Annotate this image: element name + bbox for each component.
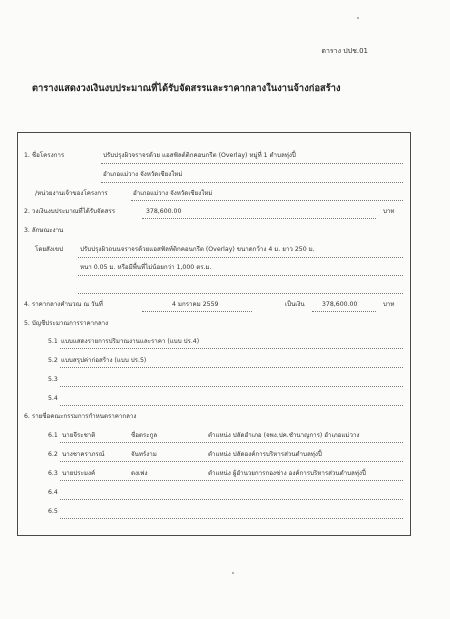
member-num: 6.1 xyxy=(48,432,58,439)
committee-label: 6. รายชื่อคณะกรรมการกำหนดราคากลาง xyxy=(24,413,137,420)
median-unit: บาท xyxy=(383,301,395,308)
source-text: แบบแสดงรายการปริมาณงานและราคา (แบบ ปร.4) xyxy=(61,338,200,345)
median-label: 4. ราคากลางคำนวณ ณ วันที่ xyxy=(24,301,103,308)
budget-label: 2. วงเงินงบประมาณที่ได้รับจัดสรร xyxy=(24,208,116,215)
member-last-name: จันทร์งาม xyxy=(131,451,157,458)
dotted-line xyxy=(60,348,403,349)
budget-value: 378,600.00 xyxy=(146,208,182,215)
source-num: 5.4 xyxy=(48,395,58,402)
project-name-line1: ปรับปรุงผิวจราจรด้วย แอสฟัลต์ติกคอนกรีต (Overlay) หมู่ที่ 1 ตำบลทุ่งปี้ xyxy=(103,152,296,159)
agency-value: อำเภอแม่วาง จังหวัดเชียงใหม่ xyxy=(133,190,213,197)
member-num: 6.3 xyxy=(48,470,58,477)
member-num: 6.4 xyxy=(48,489,58,496)
budget-unit: บาท xyxy=(383,208,395,215)
dotted-line xyxy=(142,311,252,312)
member-position: ตำแหน่ง ปลัดองค์การบริหารส่วนตำบลทุ่งปี้ xyxy=(208,451,322,458)
agency-label: /หน่วยงานเจ้าของโครงการ xyxy=(35,190,108,197)
dotted-line xyxy=(101,163,403,164)
source-text: แบบสรุปค่าก่อสร้าง (แบบ ปร.5) xyxy=(61,357,147,364)
work-label: 3. ลักษณะงาน xyxy=(24,227,64,234)
member-num: 6.2 xyxy=(48,451,58,458)
work-line2: หนา 0.05 ม. หรือมีพื้นที่ไม่น้อยกว่า 1,000 ตร.ม. xyxy=(80,264,212,271)
member-last-name: ชื่อตระกูล xyxy=(131,432,158,439)
dotted-line xyxy=(131,200,403,201)
dotted-line xyxy=(78,293,403,294)
dotted-line xyxy=(142,218,376,219)
median-date: 4 มกราคม 2559 xyxy=(172,301,219,308)
member-first-name: นางชาคราภรณ์ xyxy=(62,451,105,458)
project-label: 1. ชื่อโครงการ xyxy=(24,152,65,159)
dotted-line xyxy=(60,461,403,462)
dotted-line xyxy=(60,367,403,368)
project-name-line2: อำเภอแม่วาง จังหวัดเชียงใหม่ xyxy=(103,171,183,178)
dotted-line xyxy=(101,182,403,183)
dotted-line xyxy=(60,499,403,500)
form-code: ตาราง ปปช.01 xyxy=(321,47,368,55)
work-line1: ปรับปรุงผิวถนนจราจรด้วยแอสฟัลท์ติกคอนกรีต (Overlay) ขนาดกว้าง 4 ม. ยาว 250 ม. xyxy=(80,246,315,253)
dotted-line xyxy=(60,442,403,443)
member-last-name: ดงเฟง xyxy=(131,470,148,477)
member-first-name: นายประมงค์ xyxy=(62,470,96,477)
dotted-line xyxy=(78,257,403,258)
dotted-line xyxy=(78,275,403,276)
median-amount: 378,600.00 xyxy=(322,301,358,308)
work-sublabel: โดยสังเขป xyxy=(35,246,64,253)
dotted-line xyxy=(60,518,403,519)
member-position: ตำแหน่ง ผู้อำนวยการกองช่าง องค์การบริหารส่วนตำบลทุ่งปี้ xyxy=(208,470,366,477)
dotted-line xyxy=(312,311,376,312)
median-amount-label: เป็นเงิน xyxy=(285,301,305,308)
member-num: 6.5 xyxy=(48,508,58,515)
source-num: 5.3 xyxy=(48,376,58,383)
scan-speck xyxy=(357,17,359,19)
source-num: 5.1 xyxy=(48,338,58,345)
member-position: ตำแหน่ง ปลัดอำเภอ (จพง.ปค.ชำนาญการ) อำเภอแม่วาง xyxy=(208,432,360,439)
dotted-line xyxy=(60,386,403,387)
document-title: ตารางแสดงวงเงินงบประมาณที่ได้รับจัดสรรและราคากลางในงานจ้างก่อสร้าง xyxy=(32,83,341,94)
source-num: 5.2 xyxy=(48,357,58,364)
dotted-line xyxy=(60,405,403,406)
member-first-name: นายจีระชาติ xyxy=(62,432,96,439)
scan-speck xyxy=(232,572,234,574)
sources-label: 5. บัญชีประมาณการราคากลาง xyxy=(24,320,109,327)
dotted-line xyxy=(60,480,403,481)
